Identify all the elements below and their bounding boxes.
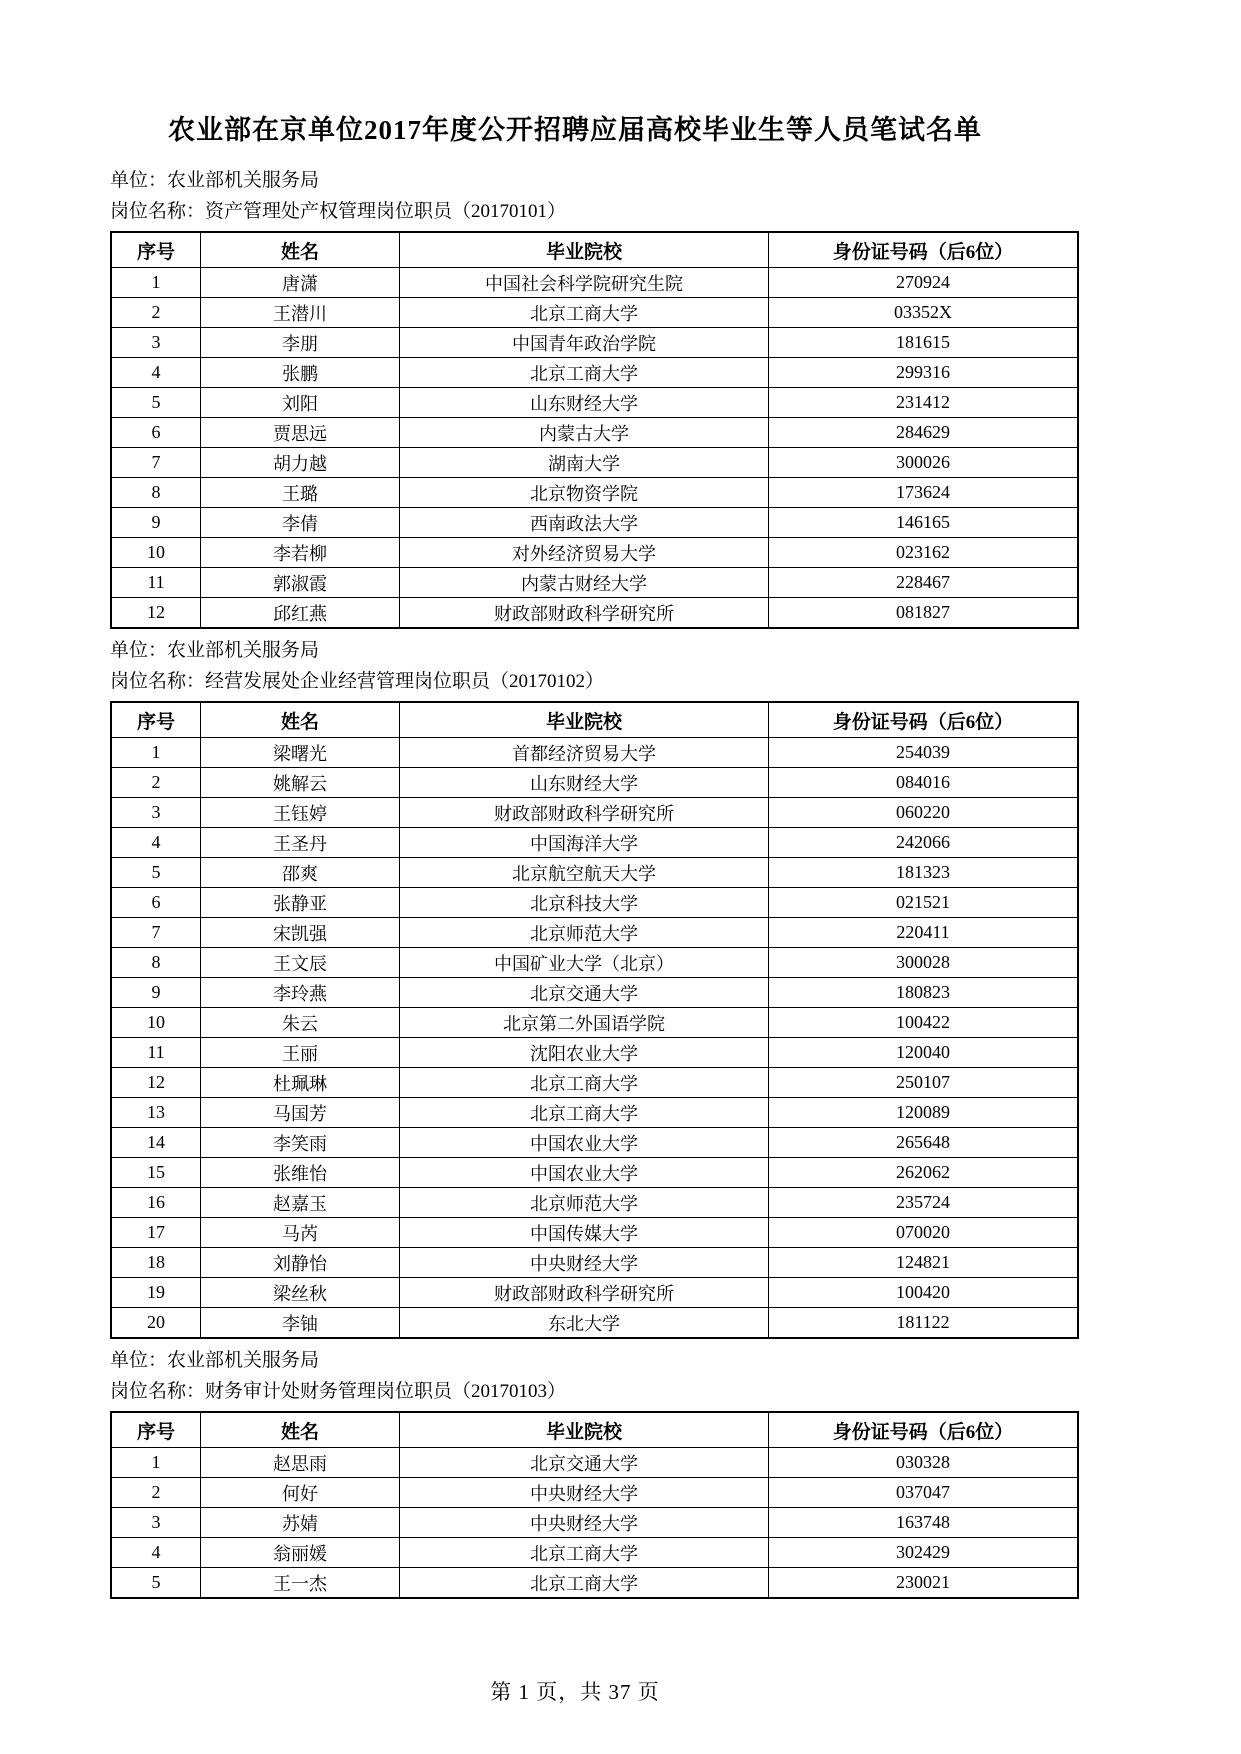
table-cell: 财政部财政科学研究所 [400,598,769,629]
table-row [111,858,1078,888]
table-row [111,298,1078,328]
table-cell: 8 [111,478,201,508]
table-cell: 东北大学 [400,1308,769,1339]
table-cell: 173624 [769,478,1079,508]
table-cell: 梁丝秋 [201,1278,400,1308]
table-cell: 230021 [769,1568,1079,1599]
table-header-cell: 身份证号码（后6位） [769,702,1079,738]
table-cell: 李朋 [201,328,400,358]
table-cell: 何好 [201,1478,400,1508]
table-cell: 北京交通大学 [400,978,769,1008]
table-cell: 邱红燕 [201,598,400,629]
table-cell: 北京工商大学 [400,1068,769,1098]
table-cell: 内蒙古大学 [400,418,769,448]
table-cell: 财政部财政科学研究所 [400,1278,769,1308]
table-cell: 10 [111,538,201,568]
table-cell: 沈阳农业大学 [400,1038,769,1068]
table-row [111,1068,1078,1098]
table-cell: 4 [111,1538,201,1568]
table-cell: 084016 [769,768,1079,798]
table-row [111,1478,1078,1508]
table-cell: 赵思雨 [201,1448,400,1478]
table-cell: 北京工商大学 [400,1098,769,1128]
unit-label: 单位：农业部机关服务局 [110,1350,320,1371]
table-cell: 张维怡 [201,1158,400,1188]
table-cell: 王文辰 [201,948,400,978]
table-row [111,1508,1078,1538]
table-row [111,1128,1078,1158]
table-cell: 03352X [769,298,1079,328]
table-cell: 中央财经大学 [400,1248,769,1278]
table-cell: 王潜川 [201,298,400,328]
table-cell: 马芮 [201,1218,400,1248]
roster-table [110,701,1079,1339]
table-cell: 146165 [769,508,1079,538]
table-cell: 1 [111,1448,201,1478]
table-cell: 2 [111,1478,201,1508]
table-cell: 030328 [769,1448,1079,1478]
table-row [111,768,1078,798]
table-cell: 220411 [769,918,1079,948]
table-cell: 3 [111,1508,201,1538]
table-cell: 300026 [769,448,1079,478]
table-cell: 181122 [769,1308,1079,1339]
table-row [111,598,1078,629]
table-cell: 王丽 [201,1038,400,1068]
table-cell: 北京物资学院 [400,478,769,508]
table-cell: 胡力越 [201,448,400,478]
table-cell: 284629 [769,418,1079,448]
sections-container [110,165,1040,1599]
table-cell: 235724 [769,1188,1079,1218]
table-cell: 13 [111,1098,201,1128]
table-cell: 15 [111,1158,201,1188]
table-cell: 14 [111,1128,201,1158]
table-row [111,1158,1078,1188]
table-cell: 王一杰 [201,1568,400,1599]
table-row [111,1568,1078,1599]
table-cell: 7 [111,918,201,948]
table-cell: 10 [111,1008,201,1038]
table-header-cell: 毕业院校 [400,232,769,268]
table-cell: 北京工商大学 [400,1568,769,1599]
table-cell: 北京科技大学 [400,888,769,918]
table-cell: 181615 [769,328,1079,358]
table-cell: 中国传媒大学 [400,1218,769,1248]
table-cell: 5 [111,858,201,888]
position-section [110,165,1040,629]
table-cell: 4 [111,358,201,388]
table-row [111,508,1078,538]
table-row [111,918,1078,948]
table-cell: 张鹏 [201,358,400,388]
table-header-cell: 身份证号码（后6位） [769,232,1079,268]
table-row [111,1218,1078,1248]
table-cell: 北京交通大学 [400,1448,769,1478]
table-row [111,948,1078,978]
table-cell: 9 [111,978,201,1008]
table-cell: 首都经济贸易大学 [400,738,769,768]
table-cell: 中国农业大学 [400,1128,769,1158]
table-cell: 北京师范大学 [400,918,769,948]
table-cell: 北京工商大学 [400,358,769,388]
table-row [111,1038,1078,1068]
table-header-cell: 序号 [111,702,201,738]
table-cell: 302429 [769,1538,1079,1568]
table-header-cell: 毕业院校 [400,702,769,738]
table-cell: 山东财经大学 [400,768,769,798]
table-cell: 郭淑霞 [201,568,400,598]
table-row [111,328,1078,358]
table-cell: 北京航空航天大学 [400,858,769,888]
table-cell: 18 [111,1248,201,1278]
table-header-cell: 姓名 [201,232,400,268]
table-row [111,1278,1078,1308]
table-cell: 3 [111,798,201,828]
table-cell: 060220 [769,798,1079,828]
table-cell: 中国矿业大学（北京） [400,948,769,978]
table-cell: 西南政法大学 [400,508,769,538]
table-header-row [111,702,1078,738]
roster-table [110,1411,1079,1599]
table-cell: 李铀 [201,1308,400,1339]
unit-label: 单位：农业部机关服务局 [110,170,320,191]
table-row [111,1538,1078,1568]
table-cell: 300028 [769,948,1079,978]
table-cell: 唐潇 [201,268,400,298]
table-cell: 刘静怡 [201,1248,400,1278]
table-cell: 100422 [769,1008,1079,1038]
table-cell: 李倩 [201,508,400,538]
table-header-cell: 毕业院校 [400,1412,769,1448]
table-cell: 王璐 [201,478,400,508]
table-row [111,478,1078,508]
position-section [110,635,1040,1339]
table-cell: 刘阳 [201,388,400,418]
table-cell: 山东财经大学 [400,388,769,418]
table-header-cell: 序号 [111,1412,201,1448]
table-cell: 李笑雨 [201,1128,400,1158]
table-cell: 120040 [769,1038,1079,1068]
table-cell: 254039 [769,738,1079,768]
table-cell: 宋凯强 [201,918,400,948]
table-cell: 6 [111,418,201,448]
table-cell: 中国社会科学院研究生院 [400,268,769,298]
table-cell: 李若柳 [201,538,400,568]
table-cell: 邵爽 [201,858,400,888]
table-row [111,1448,1078,1478]
table-row [111,738,1078,768]
table-cell: 100420 [769,1278,1079,1308]
roster-table [110,231,1079,629]
table-cell: 12 [111,598,201,629]
table-header-cell: 身份证号码（后6位） [769,1412,1079,1448]
table-cell: 王圣丹 [201,828,400,858]
table-cell: 11 [111,568,201,598]
table-header-row [111,1412,1078,1448]
table-cell: 中国海洋大学 [400,828,769,858]
table-cell: 朱云 [201,1008,400,1038]
table-cell: 180823 [769,978,1079,1008]
table-cell: 8 [111,948,201,978]
table-row [111,268,1078,298]
table-cell: 023162 [769,538,1079,568]
table-cell: 181323 [769,858,1079,888]
table-row [111,448,1078,478]
table-cell: 中央财经大学 [400,1508,769,1538]
table-cell: 7 [111,448,201,478]
table-row [111,798,1078,828]
table-cell: 王钰婷 [201,798,400,828]
table-row [111,828,1078,858]
table-cell: 湖南大学 [400,448,769,478]
table-cell: 17 [111,1218,201,1248]
table-header-cell: 姓名 [201,702,400,738]
table-cell: 北京工商大学 [400,298,769,328]
table-cell: 苏婧 [201,1508,400,1538]
table-cell: 3 [111,328,201,358]
position-label: 岗位名称：经营发展处企业经营管理岗位职员（20170102） [110,671,605,692]
table-header-row [111,232,1078,268]
table-cell: 翁丽媛 [201,1538,400,1568]
position-section [110,1345,1040,1599]
table-cell: 北京师范大学 [400,1188,769,1218]
table-cell: 北京工商大学 [400,1538,769,1568]
table-cell: 马国芳 [201,1098,400,1128]
table-cell: 北京第二外国语学院 [400,1008,769,1038]
table-cell: 梁曙光 [201,738,400,768]
table-cell: 16 [111,1188,201,1218]
table-cell: 070020 [769,1218,1079,1248]
table-cell: 姚解云 [201,768,400,798]
table-row [111,1098,1078,1128]
table-cell: 037047 [769,1478,1079,1508]
table-cell: 中国青年政治学院 [400,328,769,358]
table-cell: 120089 [769,1098,1079,1128]
table-cell: 2 [111,298,201,328]
table-cell: 20 [111,1308,201,1339]
position-label: 岗位名称：资产管理处产权管理岗位职员（20170101） [110,201,567,222]
table-cell: 2 [111,768,201,798]
table-cell: 231412 [769,388,1079,418]
table-cell: 12 [111,1068,201,1098]
table-row [111,568,1078,598]
table-cell: 124821 [769,1248,1079,1278]
table-cell: 对外经济贸易大学 [400,538,769,568]
table-cell: 贾思远 [201,418,400,448]
table-row [111,888,1078,918]
table-cell: 265648 [769,1128,1079,1158]
table-cell: 299316 [769,358,1079,388]
table-row [111,1188,1078,1218]
table-cell: 1 [111,268,201,298]
table-row [111,388,1078,418]
table-row [111,358,1078,388]
table-cell: 中国农业大学 [400,1158,769,1188]
table-cell: 19 [111,1278,201,1308]
table-cell: 1 [111,738,201,768]
table-cell: 张静亚 [201,888,400,918]
page-title: 农业部在京单位2017年度公开招聘应届高校毕业生等人员笔试名单 [168,115,982,145]
table-row [111,1308,1078,1339]
table-cell: 赵嘉玉 [201,1188,400,1218]
table-cell: 262062 [769,1158,1079,1188]
table-cell: 250107 [769,1068,1079,1098]
unit-label: 单位：农业部机关服务局 [110,640,320,661]
table-cell: 270924 [769,268,1079,298]
table-cell: 内蒙古财经大学 [400,568,769,598]
table-row [111,1248,1078,1278]
table-cell: 4 [111,828,201,858]
table-cell: 6 [111,888,201,918]
table-row [111,418,1078,448]
table-cell: 163748 [769,1508,1079,1538]
table-cell: 9 [111,508,201,538]
table-cell: 242066 [769,828,1079,858]
table-cell: 081827 [769,598,1079,629]
table-cell: 5 [111,1568,201,1599]
table-cell: 中央财经大学 [400,1478,769,1508]
position-label: 岗位名称：财务审计处财务管理岗位职员（20170103） [110,1381,567,1402]
table-row [111,538,1078,568]
table-cell: 5 [111,388,201,418]
table-cell: 021521 [769,888,1079,918]
table-cell: 杜珮琳 [201,1068,400,1098]
table-cell: 财政部财政科学研究所 [400,798,769,828]
page-footer: 第 1 页，共 37 页 [490,1680,660,1704]
table-row [111,1008,1078,1038]
table-header-cell: 姓名 [201,1412,400,1448]
table-cell: 李玲燕 [201,978,400,1008]
table-row [111,978,1078,1008]
document-content [110,108,1040,1599]
table-cell: 11 [111,1038,201,1068]
table-cell: 228467 [769,568,1079,598]
table-header-cell: 序号 [111,232,201,268]
